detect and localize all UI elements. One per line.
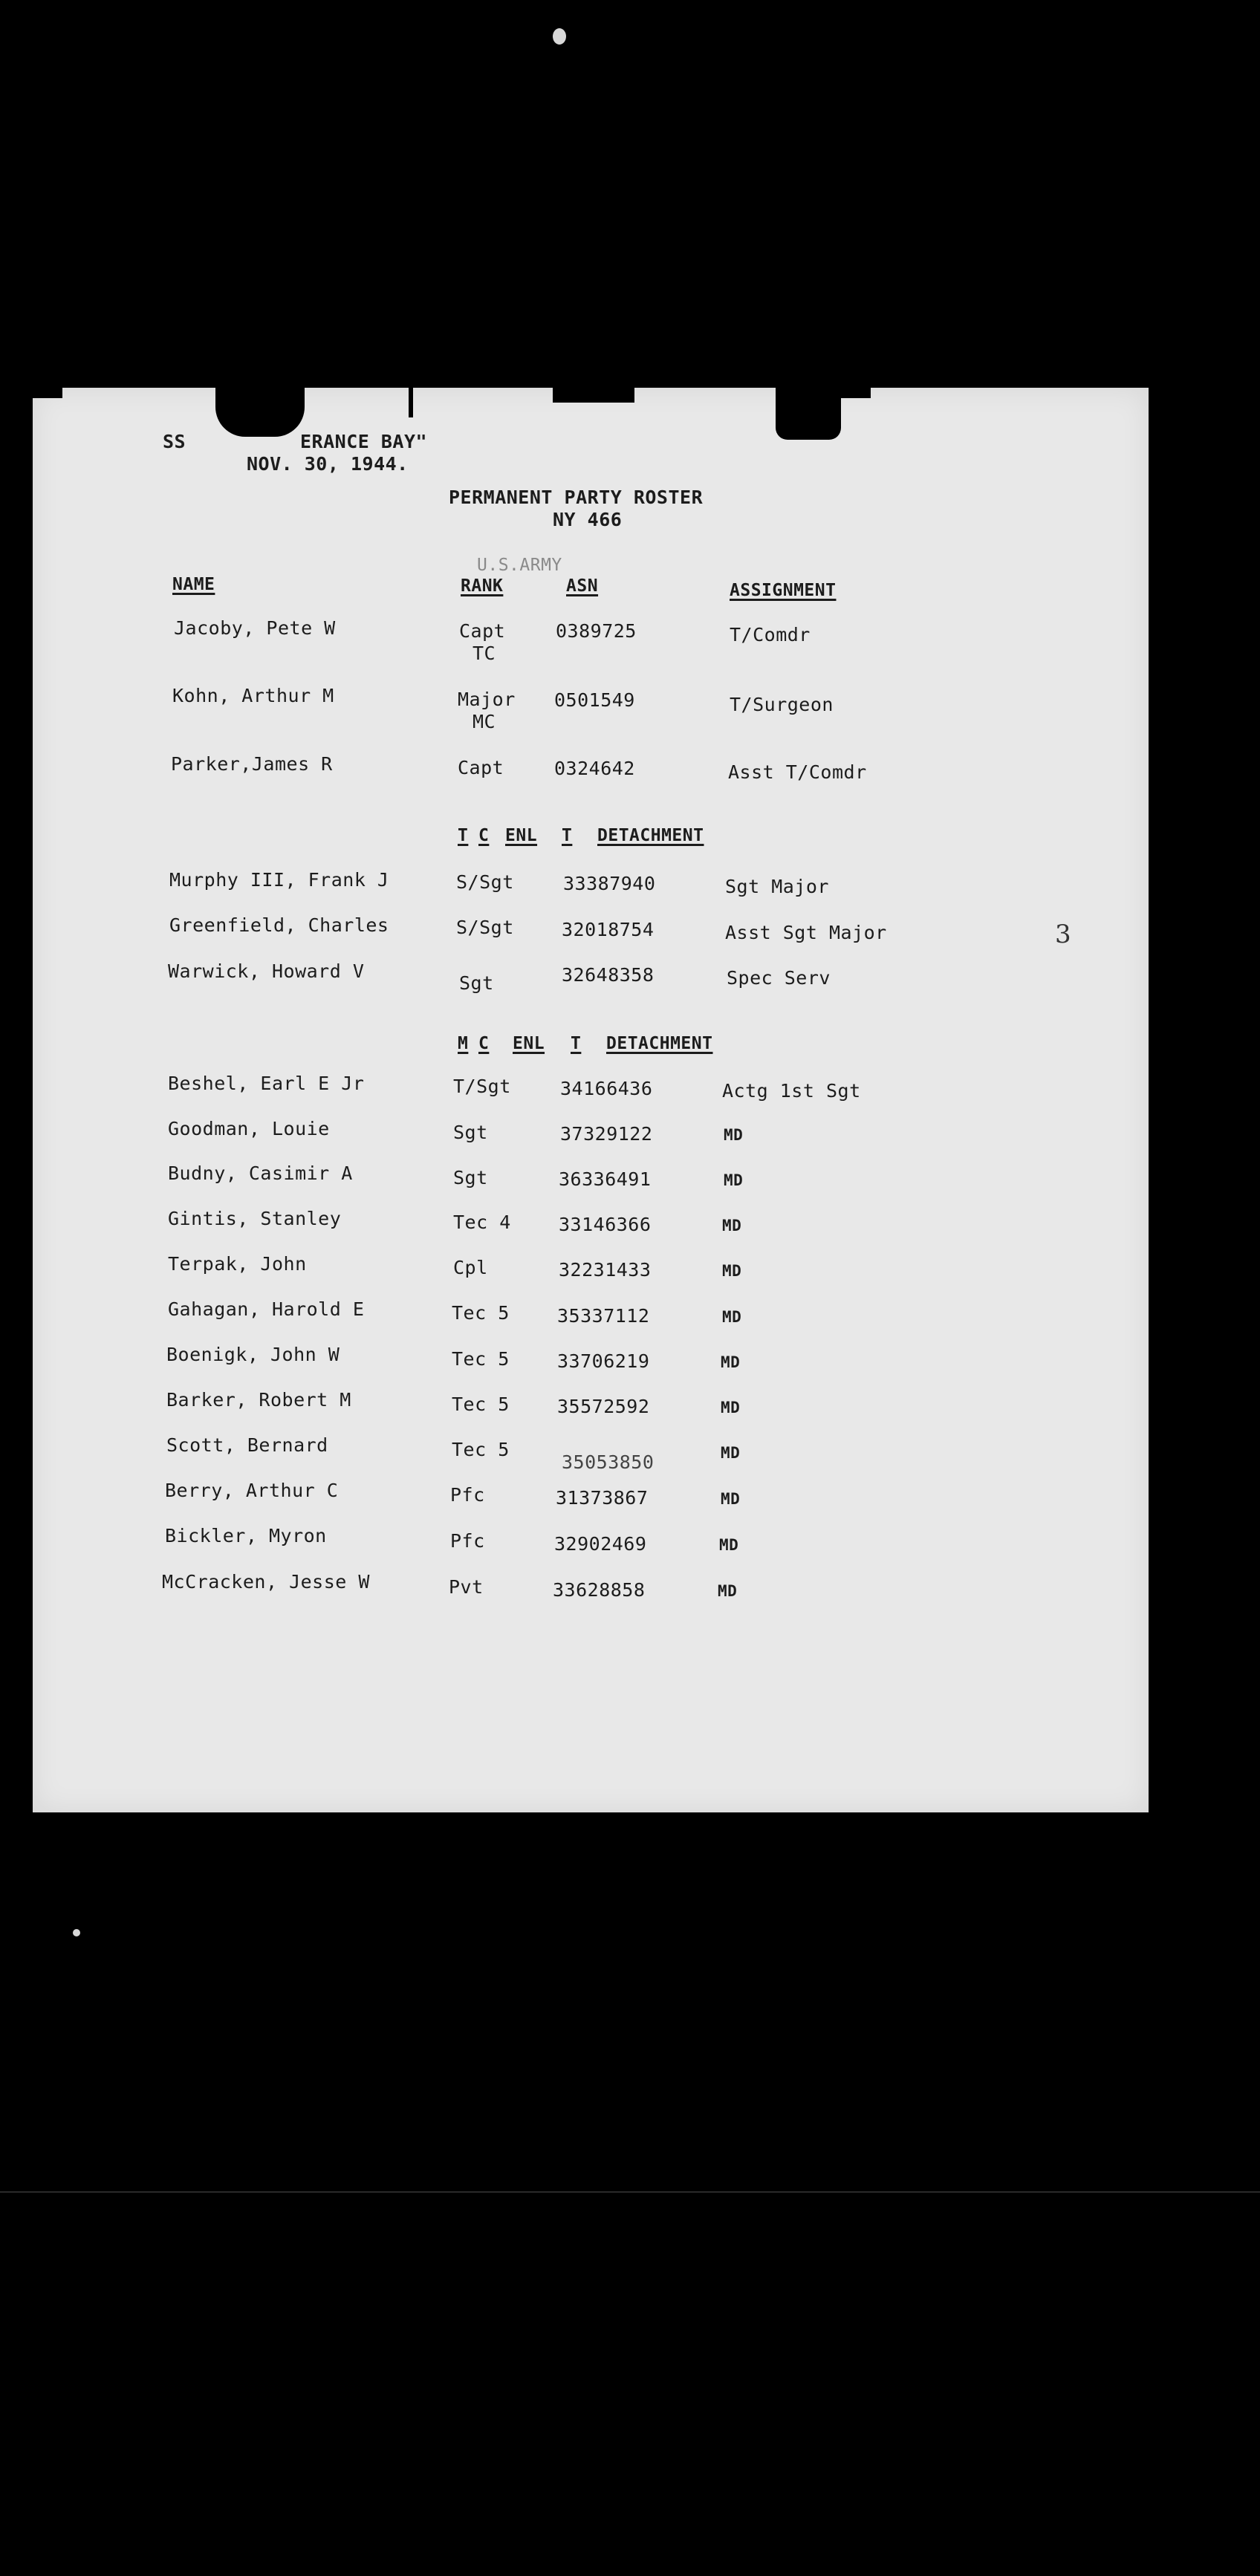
roster-asn: 33706219 (557, 1350, 650, 1372)
roster-assignment: Asst Sgt Major (725, 922, 887, 943)
roster-rank-corps: MC (472, 711, 496, 732)
roster-asn: 33628858 (553, 1579, 646, 1601)
roster-name: Boenigk, John W (166, 1344, 340, 1365)
roster-name: Gintis, Stanley (168, 1208, 342, 1229)
roster-name: Gahagan, Harold E (168, 1298, 365, 1320)
roster-date: NOV. 30, 1944. (247, 453, 409, 475)
torn-notch (553, 388, 634, 403)
roster-rank: Capt (459, 620, 506, 642)
roster-asn: 37329122 (560, 1123, 653, 1145)
roster-assignment: MD (721, 1444, 741, 1462)
roster-name: Murphy III, Frank J (169, 869, 389, 891)
film-scanline (0, 2191, 1260, 2193)
roster-rank: Pvt (449, 1576, 484, 1598)
roster-rank: Tec 5 (452, 1302, 510, 1324)
page-number-handwritten: 3 (1055, 920, 1071, 949)
film-speck (553, 28, 566, 45)
roster-rank: S/Sgt (456, 917, 514, 938)
roster-name: Terpak, John (168, 1253, 307, 1275)
roster-rank: Cpl (453, 1257, 488, 1278)
roster-asn: 33387940 (563, 873, 656, 894)
roster-asn: 0324642 (554, 758, 635, 779)
roster-rank: Major (458, 689, 516, 710)
roster-name: Budny, Casimir A (168, 1162, 353, 1184)
roster-asn: 0389725 (556, 620, 637, 642)
roster-name: Beshel, Earl E Jr (168, 1073, 365, 1094)
roster-asn: 33146366 (559, 1214, 652, 1235)
roster-name: Scott, Bernard (166, 1434, 328, 1456)
roster-asn: 36336491 (559, 1168, 652, 1190)
column-header-name: NAME (172, 575, 215, 594)
roster-assignment: Spec Serv (727, 967, 831, 989)
roster-rank: Tec 5 (452, 1348, 510, 1370)
roster-assignment: T/Surgeon (730, 694, 834, 715)
roster-asn: 0501549 (554, 689, 635, 711)
roster-rank: Pfc (450, 1530, 485, 1552)
roster-asn: 35572592 (557, 1396, 650, 1417)
roster-assignment: T/Comdr (730, 624, 811, 645)
roster-rank: Sgt (459, 972, 494, 994)
roster-name: Barker, Robert M (166, 1389, 351, 1411)
ship-prefix: SS (163, 431, 186, 452)
roster-asn: 35053850 (562, 1451, 655, 1473)
section-word: DETACHMENT (597, 826, 704, 845)
roster-name: Bickler, Myron (165, 1525, 327, 1546)
roster-assignment: Asst T/Comdr (728, 761, 867, 783)
section-letter: M (458, 1034, 469, 1053)
roster-name: Kohn, Arthur M (172, 685, 334, 706)
section-letter: C (478, 1034, 490, 1053)
roster-asn: 32231433 (559, 1259, 652, 1281)
roster-asn: 35337112 (557, 1305, 650, 1327)
section-letter: T (562, 826, 573, 845)
roster-name: Goodman, Louie (168, 1118, 330, 1139)
roster-name: Jacoby, Pete W (174, 617, 336, 639)
roster-assignment: MD (724, 1126, 744, 1144)
section-letter: C (478, 826, 490, 845)
section-letter: T (571, 1034, 582, 1053)
roster-assignment: MD (719, 1536, 739, 1554)
roster-assignment: MD (722, 1217, 742, 1235)
column-header-rank: RANK (461, 576, 504, 596)
roster-assignment: MD (722, 1262, 742, 1280)
roster-assignment: MD (721, 1353, 741, 1371)
torn-notch (776, 388, 841, 440)
roster-asn: 32018754 (562, 919, 655, 940)
page-title: PERMANENT PARTY ROSTER (449, 487, 704, 508)
column-header-assignment: ASSIGNMENT (730, 581, 837, 600)
section-word: ENL (505, 826, 538, 845)
roster-assignment: Sgt Major (725, 876, 829, 897)
torn-notch (409, 388, 413, 417)
roster-assignment: MD (721, 1399, 741, 1417)
roster-rank-corps: TC (472, 643, 496, 664)
roster-assignment: MD (722, 1308, 742, 1326)
roster-name: Berry, Arthur C (165, 1480, 339, 1501)
roster-asn: 31373867 (556, 1487, 649, 1509)
roster-assignment: MD (724, 1171, 744, 1189)
page-subtitle: NY 466 (553, 509, 623, 530)
roster-rank: Capt (458, 757, 504, 778)
torn-notch (841, 388, 871, 398)
section-word: ENL (513, 1034, 545, 1053)
roster-asn: 32902469 (554, 1533, 647, 1555)
roster-rank: Sgt (453, 1167, 488, 1188)
roster-rank: S/Sgt (456, 871, 514, 893)
roster-asn: 32648358 (562, 964, 655, 986)
roster-rank: Tec 5 (452, 1439, 510, 1460)
roster-rank: Tec 5 (452, 1393, 510, 1415)
branch-stamp: U.S.ARMY (477, 556, 562, 575)
roster-name: Warwick, Howard V (168, 960, 365, 982)
column-header-asn: ASN (566, 576, 599, 596)
roster-rank: Pfc (450, 1484, 485, 1506)
section-word: DETACHMENT (606, 1034, 713, 1053)
roster-page (33, 388, 1149, 1812)
film-speck (73, 1929, 80, 1936)
torn-notch (33, 388, 62, 398)
roster-assignment: MD (718, 1582, 738, 1600)
section-letter: T (458, 826, 469, 845)
roster-rank: Sgt (453, 1122, 488, 1143)
roster-asn: 34166436 (560, 1078, 653, 1099)
roster-assignment: Actg 1st Sgt (722, 1080, 861, 1102)
roster-name: Greenfield, Charles (169, 914, 389, 936)
roster-name: McCracken, Jesse W (162, 1571, 370, 1593)
roster-rank: T/Sgt (453, 1076, 511, 1097)
roster-assignment: MD (721, 1490, 741, 1508)
ship-name: ERANCE BAY" (300, 431, 428, 452)
roster-name: Parker,James R (171, 753, 333, 775)
roster-rank: Tec 4 (453, 1211, 511, 1233)
torn-notch (215, 388, 305, 437)
